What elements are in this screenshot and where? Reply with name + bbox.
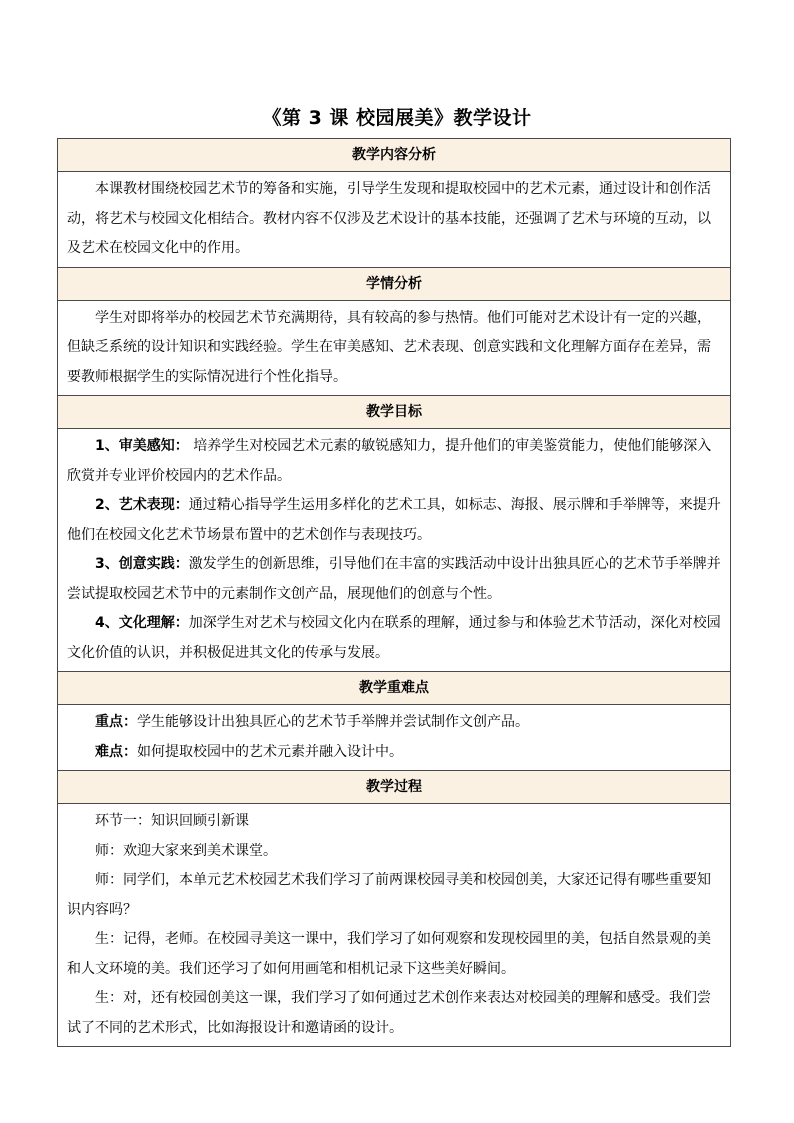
- difficult-point-label: 难点：: [95, 743, 137, 760]
- process-paragraph: 师：同学们，本单元艺术校园艺术我们学习了前两课校园寻美和校园创美，大家还记得有哪些重要知识内容吗？: [67, 872, 711, 918]
- lesson-plan-table: [57, 138, 731, 1047]
- goal-label: 3、创意实践：: [95, 556, 189, 572]
- goal-label: 2、艺术表现：: [95, 497, 189, 513]
- key-point-text: 学生能够设计出独具匠心的艺术节手举牌并尝试制作文创产品。: [137, 714, 529, 730]
- goal-text: 激发学生的创新思维，引导他们在丰富的实践活动中设计出独具匠心的艺术节手举牌并尝试提取校园艺术节中的元素制作文创产品，展现他们的创意与个性。: [67, 556, 721, 602]
- goal-item: [67, 432, 721, 491]
- goal-text: 培养学生对校园艺术元素的敏锐感知力，提升他们的审美鉴赏能力，使他们能够深入欣赏并专业评价校园内的艺术作品。: [67, 438, 712, 484]
- difficult-point: [67, 738, 721, 768]
- goal-item: [67, 550, 721, 609]
- key-point-label: 重点：: [95, 714, 137, 730]
- student-analysis-text: 学生对即将举办的校园艺术节充满期待，具有较高的参与热情。他们可能对艺术设计有一定的兴趣，但缺乏系统的设计知识和实践经验。学生在审美感知、艺术表现、创意实践和文化理解方面存在差异，需要教师根据学生的实际情况进行个性化指导。: [67, 309, 711, 385]
- teaching-goals-cell: [58, 429, 731, 672]
- document-title: 《第 3 课 校园展美》教学设计: [262, 107, 532, 129]
- content-analysis-text: 本课教材围绕校园艺术节的筹备和实施，引导学生发现和提取校园中的艺术元素，通过设计和创作活动，将艺术与校园文化相结合。教材内容不仅涉及艺术设计的基本技能，还强调了艺术与环境的互动，以及艺术在校园文化中的作用。: [67, 181, 711, 256]
- difficult-point-text: 如何提取校园中的艺术元素并融入设计中。: [137, 743, 403, 760]
- goal-item: [67, 609, 721, 668]
- teaching-process-heading: 教学过程: [58, 771, 731, 804]
- content-analysis-cell: [58, 172, 731, 268]
- goal-label: 1、审美感知：: [95, 438, 189, 454]
- key-difficult-points-heading: 教学重难点: [58, 672, 731, 705]
- student-analysis-cell: [58, 300, 731, 396]
- goal-label: 4、文化理解：: [95, 615, 189, 631]
- key-point: [67, 708, 721, 738]
- teaching-goals-heading: 教学目标: [58, 396, 731, 429]
- process-paragraph: 生：记得，老师。在校园寻美这一课中，我们学习了如何观察和发现校园里的美，包括自然景观的美和人文环境的美。我们还学习了如何用画笔和相机记录下这些美好瞬间。: [67, 931, 711, 977]
- process-paragraph: 生：对，还有校园创美这一课，我们学习了如何通过艺术创作来表达对校园美的理解和感受。我们尝试了不同的艺术形式，比如海报设计和邀请函的设计。: [67, 990, 711, 1036]
- goal-text: 通过精心指导学生运用多样化的艺术工具，如标志、海报、展示牌和手举牌等，来提升他们在校园文化艺术节场景布置中的艺术创作与表现技巧。: [67, 497, 721, 543]
- student-analysis-heading: 学情分析: [58, 267, 731, 300]
- teaching-process-cell: [58, 804, 731, 1047]
- key-difficult-points-cell: [58, 705, 731, 771]
- goal-item: [67, 491, 721, 550]
- goal-text: 加深学生对艺术与校园文化内在联系的理解，通过参与和体验艺术节活动，深化对校园文化价值的认识，并积极促进其文化的传承与发展。: [67, 615, 721, 661]
- process-paragraph: 师：欢迎大家来到美术课堂。: [95, 842, 277, 859]
- content-analysis-heading: 教学内容分析: [58, 139, 731, 172]
- process-paragraph: 环节一：知识回顾引新课: [95, 813, 249, 829]
